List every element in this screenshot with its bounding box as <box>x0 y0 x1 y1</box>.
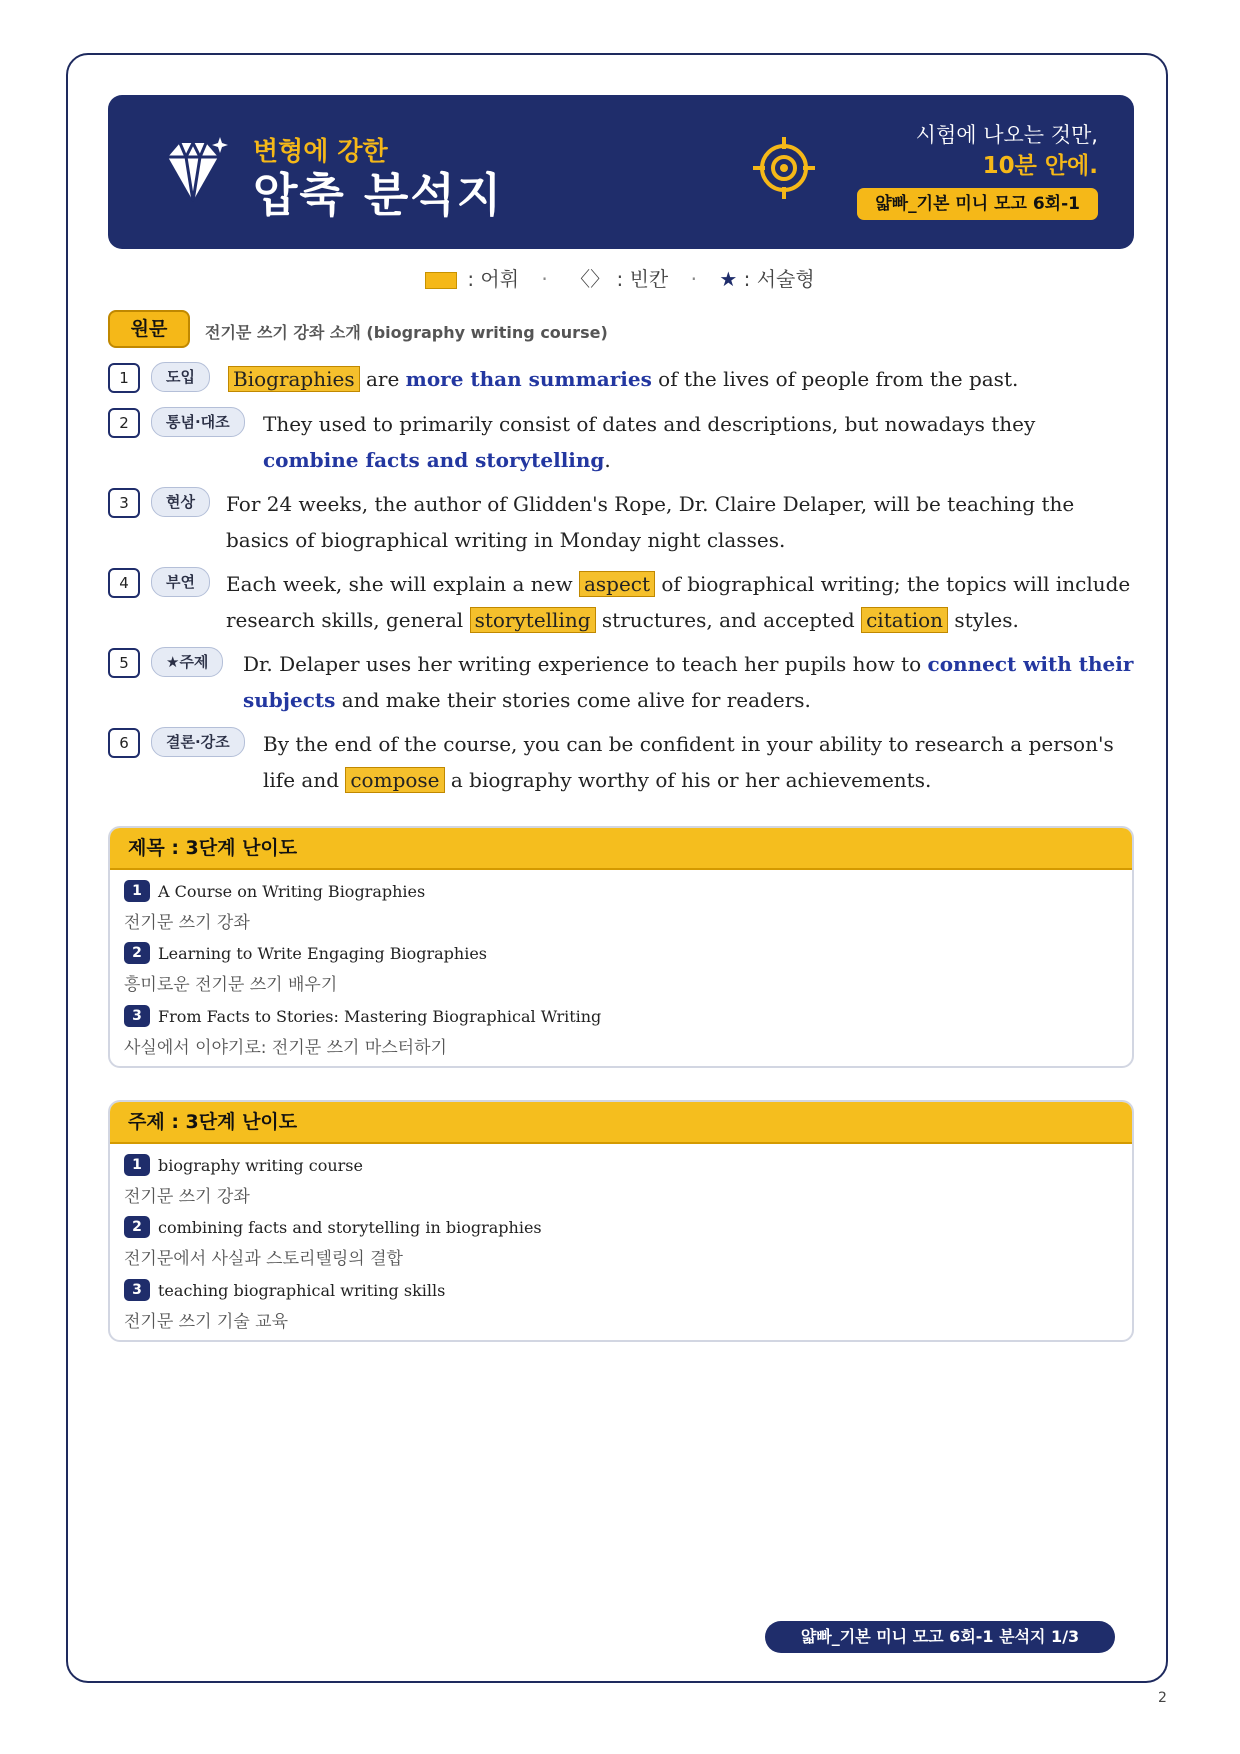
sentence-number: 2 <box>108 408 140 438</box>
diamond-icon <box>158 137 228 207</box>
page-number: 2 <box>1158 1690 1167 1706</box>
vocab-highlight: aspect <box>579 571 655 597</box>
star-icon: ★ <box>719 267 738 291</box>
topic-box-heading: 주제 : 3단계 난이도 <box>110 1102 1132 1144</box>
text-run: For 24 weeks, the author of Glidden's Rope, Dr. Claire Delaper, will be teaching the basics of biographical writing in Monday night classes. <box>226 492 1075 552</box>
text-run: They used to primarily consist of dates and descriptions, but nowadays they <box>263 412 1036 436</box>
title-option-3 <box>124 1005 601 1058</box>
header-tagline-2: 10분 안에. <box>982 153 1098 179</box>
text-run: structures, and accepted <box>595 608 862 632</box>
sentence-number: 5 <box>108 648 140 678</box>
topic-option-3 <box>124 1279 445 1332</box>
option-english: biography writing course <box>158 1155 363 1175</box>
vocab-swatch-icon <box>425 272 457 289</box>
topic-options-box <box>108 1100 1134 1342</box>
sentence-4 <box>108 566 1134 638</box>
option-number: 3 <box>124 1279 150 1301</box>
legend-dot: · <box>541 267 548 291</box>
sentence-number: 4 <box>108 568 140 598</box>
text-run: Dr. Delaper uses her writing experience to teach her pupils how to <box>243 652 928 676</box>
option-number: 1 <box>124 1154 150 1176</box>
key-phrase: combine facts and storytelling <box>263 448 605 472</box>
sentence-label: 통념·대조 <box>151 407 245 437</box>
text-run: styles. <box>948 608 1019 632</box>
title-option-2 <box>124 942 487 995</box>
vocab-highlight: citation <box>861 607 948 633</box>
sentence-label: 부연 <box>151 567 210 597</box>
option-number: 3 <box>124 1005 150 1027</box>
option-korean: 흥미로운 전기문 쓰기 배우기 <box>124 975 338 995</box>
text-run: a biography worthy of his or her achievements. <box>444 768 932 792</box>
option-english: From Facts to Stories: Mastering Biographical Writing <box>158 1006 602 1026</box>
topic-option-1 <box>124 1154 363 1207</box>
option-korean: 전기문에서 사실과 스토리텔링의 결합 <box>124 1249 403 1269</box>
title-options-box <box>108 826 1134 1068</box>
sentence-label: 현상 <box>151 487 210 517</box>
sentence-number: 3 <box>108 488 140 518</box>
legend-dot: · <box>690 267 697 291</box>
header-title: 압축 분석지 <box>253 168 504 222</box>
test-label-badge: 얇빠_기본 미니 모고 6회-1 <box>857 188 1098 220</box>
option-english: Learning to Write Engaging Biographies <box>158 943 487 963</box>
sentence-label: ★주제 <box>151 647 223 677</box>
vocab-highlight: storytelling <box>470 607 596 633</box>
sentence-number: 6 <box>108 728 140 758</box>
legend-essay: : 서술형 <box>743 267 815 291</box>
option-korean: 전기문 쓰기 강좌 <box>124 1187 250 1207</box>
legend-blank: : 빈칸 <box>616 267 669 291</box>
option-english: teaching biographical writing skills <box>158 1280 446 1300</box>
sentence-text <box>108 361 1134 397</box>
original-badge: 원문 <box>108 310 190 348</box>
option-number: 1 <box>124 880 150 902</box>
key-phrase: more than summaries <box>405 367 652 391</box>
text-run: and make their stories come alive for readers. <box>335 688 811 712</box>
option-number: 2 <box>124 942 150 964</box>
option-number: 2 <box>124 1216 150 1238</box>
text-run: By the end of the course, you can be confident in your ability to research a person's life and <box>263 732 1114 792</box>
title-box-heading: 제목 : 3단계 난이도 <box>110 828 1132 870</box>
sentence-number: 1 <box>108 363 140 393</box>
header-subtitle: 변형에 강한 <box>253 137 388 167</box>
text-run: of the lives of people from the past. <box>651 367 1019 391</box>
sentence-5 <box>108 646 1134 718</box>
legend-vocab: : 어휘 <box>467 267 520 291</box>
sentence-text <box>108 646 1134 718</box>
sentence-2 <box>108 406 1134 478</box>
option-korean: 전기문 쓰기 강좌 <box>124 913 250 933</box>
blank-bracket-icon: 〈〉 <box>570 267 611 291</box>
sentence-text <box>108 486 1134 558</box>
sentence-3 <box>108 486 1134 558</box>
original-title: 전기문 쓰기 강좌 소개 (biography writing course) <box>205 323 608 342</box>
key-phrase: connect with their subjects <box>243 652 1134 712</box>
target-icon <box>751 135 817 201</box>
text-run: are <box>359 367 406 391</box>
option-korean: 사실에서 이야기로: 전기문 쓰기 마스터하기 <box>124 1038 447 1058</box>
header-banner <box>108 95 1134 249</box>
option-korean: 전기문 쓰기 기술 교육 <box>124 1312 289 1332</box>
option-english: combining facts and storytelling in biographies <box>158 1217 542 1237</box>
header-tagline-1: 시험에 나오는 것만, <box>915 123 1098 147</box>
sentence-label: 결론·강조 <box>151 727 245 757</box>
text-run: Each week, she will explain a new <box>226 572 579 596</box>
sentence-text <box>108 726 1134 798</box>
topic-option-2 <box>124 1216 542 1269</box>
vocab-highlight: Biographies <box>228 366 360 392</box>
sentence-1 <box>108 361 1134 397</box>
text-run: . <box>604 448 611 472</box>
option-english: A Course on Writing Biographies <box>158 881 426 901</box>
sentence-6 <box>108 726 1134 798</box>
title-option-1 <box>124 880 425 933</box>
sentence-label: 도입 <box>151 362 210 392</box>
sentence-text <box>108 406 1134 478</box>
text-run: of biographical writing; the topics will include research skills, general <box>226 572 1131 632</box>
legend <box>0 263 1240 292</box>
sentence-text <box>108 566 1134 638</box>
vocab-highlight: compose <box>345 767 444 793</box>
footer-label: 얇빠_기본 미니 모고 6회-1 분석지 1/3 <box>765 1621 1115 1653</box>
